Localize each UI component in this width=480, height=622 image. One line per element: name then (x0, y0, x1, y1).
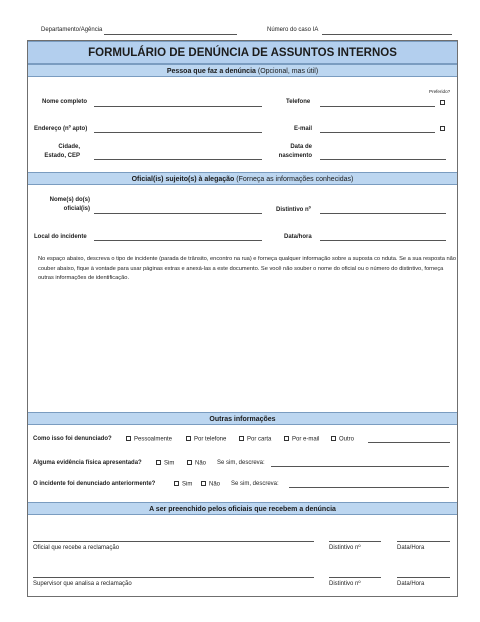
receiver-datetime-label: Data/Hora (397, 545, 425, 551)
full-name-label: Nome completo (42, 99, 88, 105)
email-preferred-checkbox[interactable] (440, 126, 445, 131)
checkbox-email[interactable] (284, 436, 289, 441)
dob-field[interactable] (320, 159, 446, 160)
other-info-section-header (28, 412, 457, 425)
option-in-person[interactable]: Pessoalmente (126, 436, 172, 444)
address-label: Endereço (nº apto) (34, 126, 88, 132)
department-label: Departamento/Agência (41, 27, 103, 33)
supervisor-datetime-label: Data/Hora (397, 581, 425, 587)
previous-describe-field[interactable] (289, 487, 449, 488)
officer-badge-field[interactable] (320, 213, 446, 214)
incident-datetime-field[interactable] (320, 240, 446, 241)
supervisor-badge-line[interactable] (329, 577, 381, 578)
previous-no-checkbox[interactable] (201, 481, 206, 486)
officer-names-label-line1: Nome(s) do(s) (49, 197, 90, 203)
case-number-label: Número do caso IA (267, 27, 319, 33)
complainant-section-title: Pessoa que faz a denúncia (166, 68, 256, 75)
previous-yes[interactable]: Sim (174, 481, 192, 489)
full-name-field[interactable] (94, 106, 262, 107)
officer-section-header (28, 172, 457, 185)
evidence-no[interactable]: Não (187, 460, 206, 468)
email-field[interactable] (320, 132, 435, 133)
supervisor-badge-label: Distintivo nº (329, 581, 361, 587)
officer-section-title: Oficial(is) sujeito(s) à alegação (131, 176, 235, 183)
officials-section-title: A ser preenchido pelos oficiais que recebem a denúncia (149, 506, 336, 513)
checkbox-other[interactable] (331, 436, 336, 441)
form-title-band (28, 41, 457, 64)
option-other[interactable]: Outro (331, 436, 354, 444)
receiver-datetime-line[interactable] (397, 541, 450, 542)
other-info-section-title: Outras informações (209, 416, 276, 423)
evidence-no-checkbox[interactable] (187, 460, 192, 465)
complainant-section-subtitle: (Opcional, mas útil) (257, 68, 319, 75)
phone-field[interactable] (320, 106, 435, 107)
previous-yes-checkbox[interactable] (174, 481, 179, 486)
checkbox-in-person[interactable] (126, 436, 131, 441)
previous-describe-label: Se sim, descreva: (231, 481, 279, 487)
incident-instructions: No espaço abaixo, descreva o tipo de incidente (parada de trânsito, encontro na rua) e forneça qualquer informação sobre a suposta co nduta. Se a sua resposta não couber abaixo, fique à vontade para usar páginas extras e anexá-las a este documento. Se você não souber o nome do oficial ou o número do distintivo, forneça outras informações de identificação. (38, 256, 456, 282)
incident-datetime-label: Data/hora (284, 234, 312, 240)
complainant-section-header (28, 64, 457, 77)
preferred-label: Preferido? (429, 89, 451, 94)
receiver-label: Oficial que recebe a reclamação (33, 545, 120, 551)
officer-badge-label: Distintivo nº (276, 207, 311, 213)
email-label: E-mail (294, 126, 313, 132)
receiver-signature-line[interactable] (33, 541, 314, 542)
option-letter[interactable]: Por carta (239, 436, 271, 444)
evidence-label: Alguma evidência física apresentada? (33, 460, 142, 466)
incident-location-label: Local do incidente (34, 234, 87, 240)
incident-location-field[interactable] (94, 240, 262, 241)
officer-section-subtitle: (Forneça as informações conhecidas) (236, 176, 354, 183)
incident-description-area[interactable] (30, 287, 454, 407)
evidence-describe-label: Se sim, descreva: (217, 460, 265, 466)
city-label-line1: Cidade, (58, 144, 80, 150)
previous-report-label: O incidente foi denunciado anteriormente? (33, 481, 156, 487)
department-field[interactable] (104, 34, 237, 35)
phone-label: Telefone (286, 99, 311, 105)
option-email[interactable]: Por e-mail (284, 436, 319, 444)
receiver-badge-line[interactable] (329, 541, 381, 542)
city-label-line2: Estado, CEP (44, 153, 80, 159)
officer-names-label-line2: oficial(is) (63, 206, 90, 212)
supervisor-label: Supervisor que analisa a reclamação (33, 581, 132, 587)
option-phone[interactable]: Por telefone (186, 436, 226, 444)
address-field[interactable] (94, 132, 262, 133)
officials-section-header (28, 502, 457, 515)
receiver-badge-label: Distintivo nº (329, 545, 361, 551)
supervisor-signature-line[interactable] (33, 577, 314, 578)
evidence-yes[interactable]: Sim (156, 460, 174, 468)
how-reported-label: Como isso foi denunciado? (33, 436, 112, 442)
city-state-zip-field[interactable] (94, 159, 262, 160)
checkbox-letter[interactable] (239, 436, 244, 441)
supervisor-datetime-line[interactable] (397, 577, 450, 578)
phone-preferred-checkbox[interactable] (440, 100, 445, 105)
officer-names-field[interactable] (94, 213, 262, 214)
dob-label-line2: nascimento (278, 153, 312, 159)
dob-label-line1: Data de (290, 144, 312, 150)
evidence-describe-field[interactable] (271, 466, 449, 467)
form-title: FORMULÁRIO DE DENÚNCIA DE ASSUNTOS INTERNOS (88, 47, 397, 59)
previous-no[interactable]: Não (201, 481, 220, 489)
other-method-field[interactable] (368, 442, 450, 443)
checkbox-phone[interactable] (186, 436, 191, 441)
case-number-field[interactable] (322, 34, 452, 35)
evidence-yes-checkbox[interactable] (156, 460, 161, 465)
